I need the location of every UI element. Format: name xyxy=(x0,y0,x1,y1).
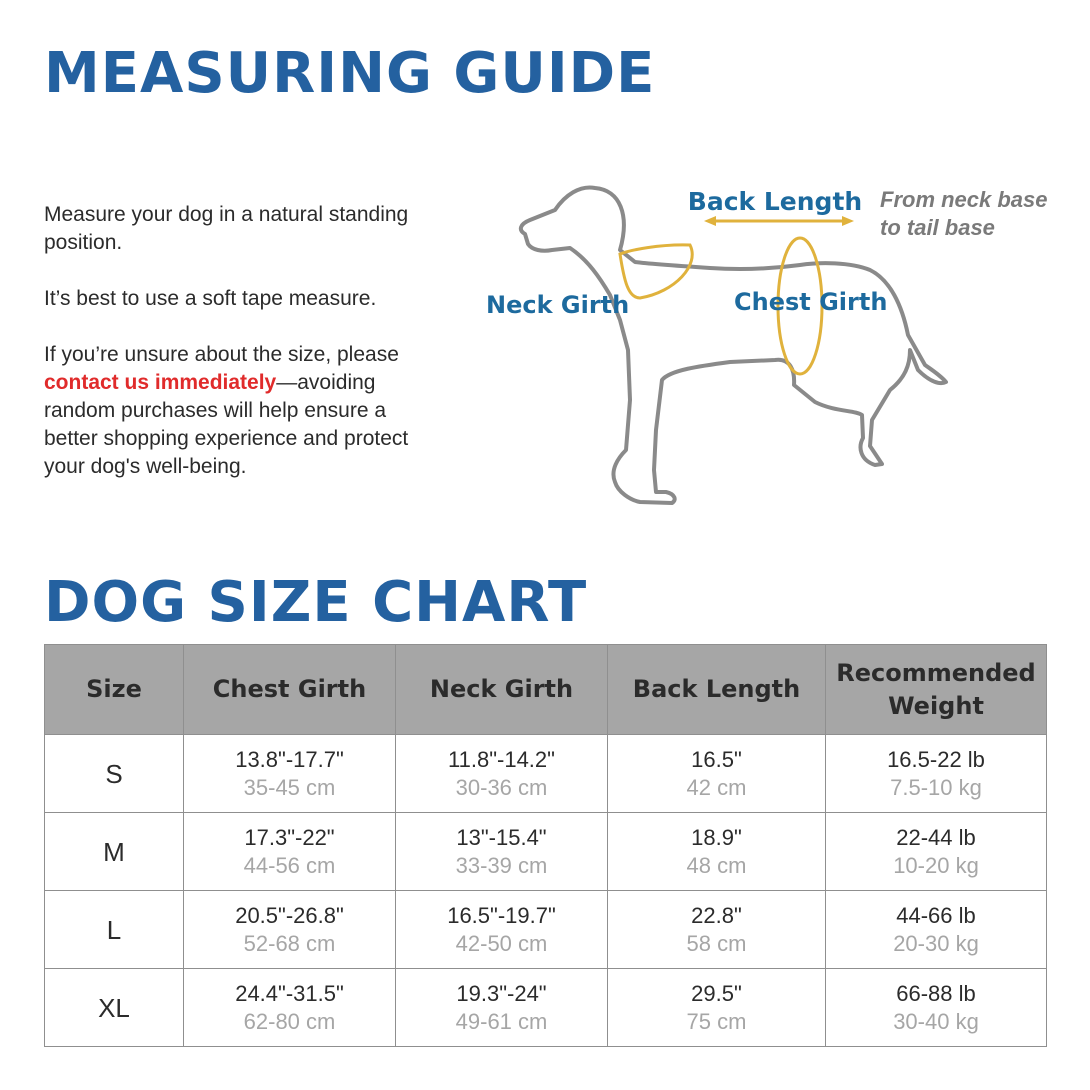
back-cm: 58 cm xyxy=(686,930,747,956)
measuring-guide-title: MEASURING GUIDE xyxy=(44,41,656,106)
back-length-note-line2: to tail base xyxy=(880,215,995,240)
back-length-arrow-left-icon xyxy=(704,216,716,226)
back-length-note-line1: From neck base xyxy=(880,187,1048,212)
back-inches: 16.5" xyxy=(691,746,742,772)
weight-kg: 7.5-10 kg xyxy=(890,774,982,800)
header-weight-line1: Recommended xyxy=(836,659,1036,688)
chest-cm: 62-80 cm xyxy=(243,1008,336,1034)
header-size: Size xyxy=(45,645,184,735)
weight-lb: 22-44 lb xyxy=(896,824,976,850)
size-chart-table xyxy=(44,644,1047,1047)
contact-us-link[interactable]: contact us immediately xyxy=(44,371,277,394)
neck-cell xyxy=(396,969,608,1047)
weight-lb: 66-88 lb xyxy=(896,980,976,1006)
measuring-instructions xyxy=(44,201,444,509)
neck-cm: 30-36 cm xyxy=(455,774,548,800)
back-length-label: Back Length xyxy=(687,187,863,216)
size-cell: L xyxy=(45,891,184,969)
weight-cell xyxy=(826,969,1047,1047)
back-inches: 29.5" xyxy=(691,980,742,1006)
chest-cell xyxy=(184,813,396,891)
back-cm: 48 cm xyxy=(686,852,747,878)
neck-cm: 49-61 cm xyxy=(455,1008,548,1034)
table-row xyxy=(45,813,1047,891)
neck-cm: 33-39 cm xyxy=(455,852,548,878)
weight-cell xyxy=(826,891,1047,969)
dog-measurement-diagram xyxy=(470,170,1070,520)
instruction-standing: Measure your dog in a natural standing position. xyxy=(44,203,409,254)
instruction-unsure-tail: —avoiding random purchases will help ensure a better shopping experience and protect your dog's well-being. xyxy=(44,371,409,478)
chest-cm: 35-45 cm xyxy=(243,774,336,800)
chest-inches: 17.3"-22" xyxy=(244,824,335,850)
back-cell xyxy=(608,891,826,969)
size-cell: M xyxy=(45,813,184,891)
neck-inches: 11.8"-14.2" xyxy=(448,746,555,772)
header-back-length: Back Length xyxy=(608,645,826,735)
back-inches: 22.8" xyxy=(691,902,742,928)
chest-cell xyxy=(184,891,396,969)
weight-kg: 10-20 kg xyxy=(893,852,979,878)
back-cell xyxy=(608,813,826,891)
neck-girth-loop-icon xyxy=(620,245,692,298)
table-row xyxy=(45,735,1047,813)
neck-inches: 19.3"-24" xyxy=(456,980,547,1006)
table-row xyxy=(45,969,1047,1047)
header-chest-girth: Chest Girth xyxy=(184,645,396,735)
dog-size-chart-title: DOG SIZE CHART xyxy=(44,570,588,635)
instruction-unsure xyxy=(44,341,444,481)
table-row xyxy=(45,891,1047,969)
size-cell: XL xyxy=(45,969,184,1047)
neck-inches: 13"-15.4" xyxy=(456,824,547,850)
instruction-unsure-lead: If you’re unsure about the size, please xyxy=(44,343,399,366)
table-header-row xyxy=(45,645,1047,735)
chest-inches: 20.5"-26.8" xyxy=(235,902,344,928)
neck-cell xyxy=(396,813,608,891)
chest-cm: 52-68 cm xyxy=(243,930,336,956)
weight-lb: 16.5-22 lb xyxy=(887,746,985,772)
neck-girth-label: Neck Girth xyxy=(486,291,630,319)
chest-cell xyxy=(184,969,396,1047)
chest-inches: 24.4"-31.5" xyxy=(235,980,344,1006)
neck-inches: 16.5"-19.7" xyxy=(447,902,556,928)
weight-kg: 20-30 kg xyxy=(893,930,979,956)
chest-cm: 44-56 cm xyxy=(243,852,336,878)
neck-cell xyxy=(396,735,608,813)
back-cm: 75 cm xyxy=(686,1008,747,1034)
back-length-arrow-right-icon xyxy=(842,216,854,226)
back-inches: 18.9" xyxy=(691,824,742,850)
neck-cm: 42-50 cm xyxy=(455,930,548,956)
chest-girth-label: Chest Girth xyxy=(734,288,888,316)
weight-cell xyxy=(826,813,1047,891)
back-cell xyxy=(608,735,826,813)
weight-kg: 30-40 kg xyxy=(893,1008,979,1034)
back-cm: 42 cm xyxy=(686,774,747,800)
header-recommended-weight xyxy=(826,645,1047,735)
neck-cell xyxy=(396,891,608,969)
weight-lb: 44-66 lb xyxy=(896,902,976,928)
header-weight-line2: Weight xyxy=(888,691,984,720)
header-neck-girth: Neck Girth xyxy=(396,645,608,735)
instruction-tape: It’s best to use a soft tape measure. xyxy=(44,287,377,310)
chest-inches: 13.8"-17.7" xyxy=(235,746,344,772)
chest-cell xyxy=(184,735,396,813)
weight-cell xyxy=(826,735,1047,813)
back-cell xyxy=(608,969,826,1047)
size-cell: S xyxy=(45,735,184,813)
